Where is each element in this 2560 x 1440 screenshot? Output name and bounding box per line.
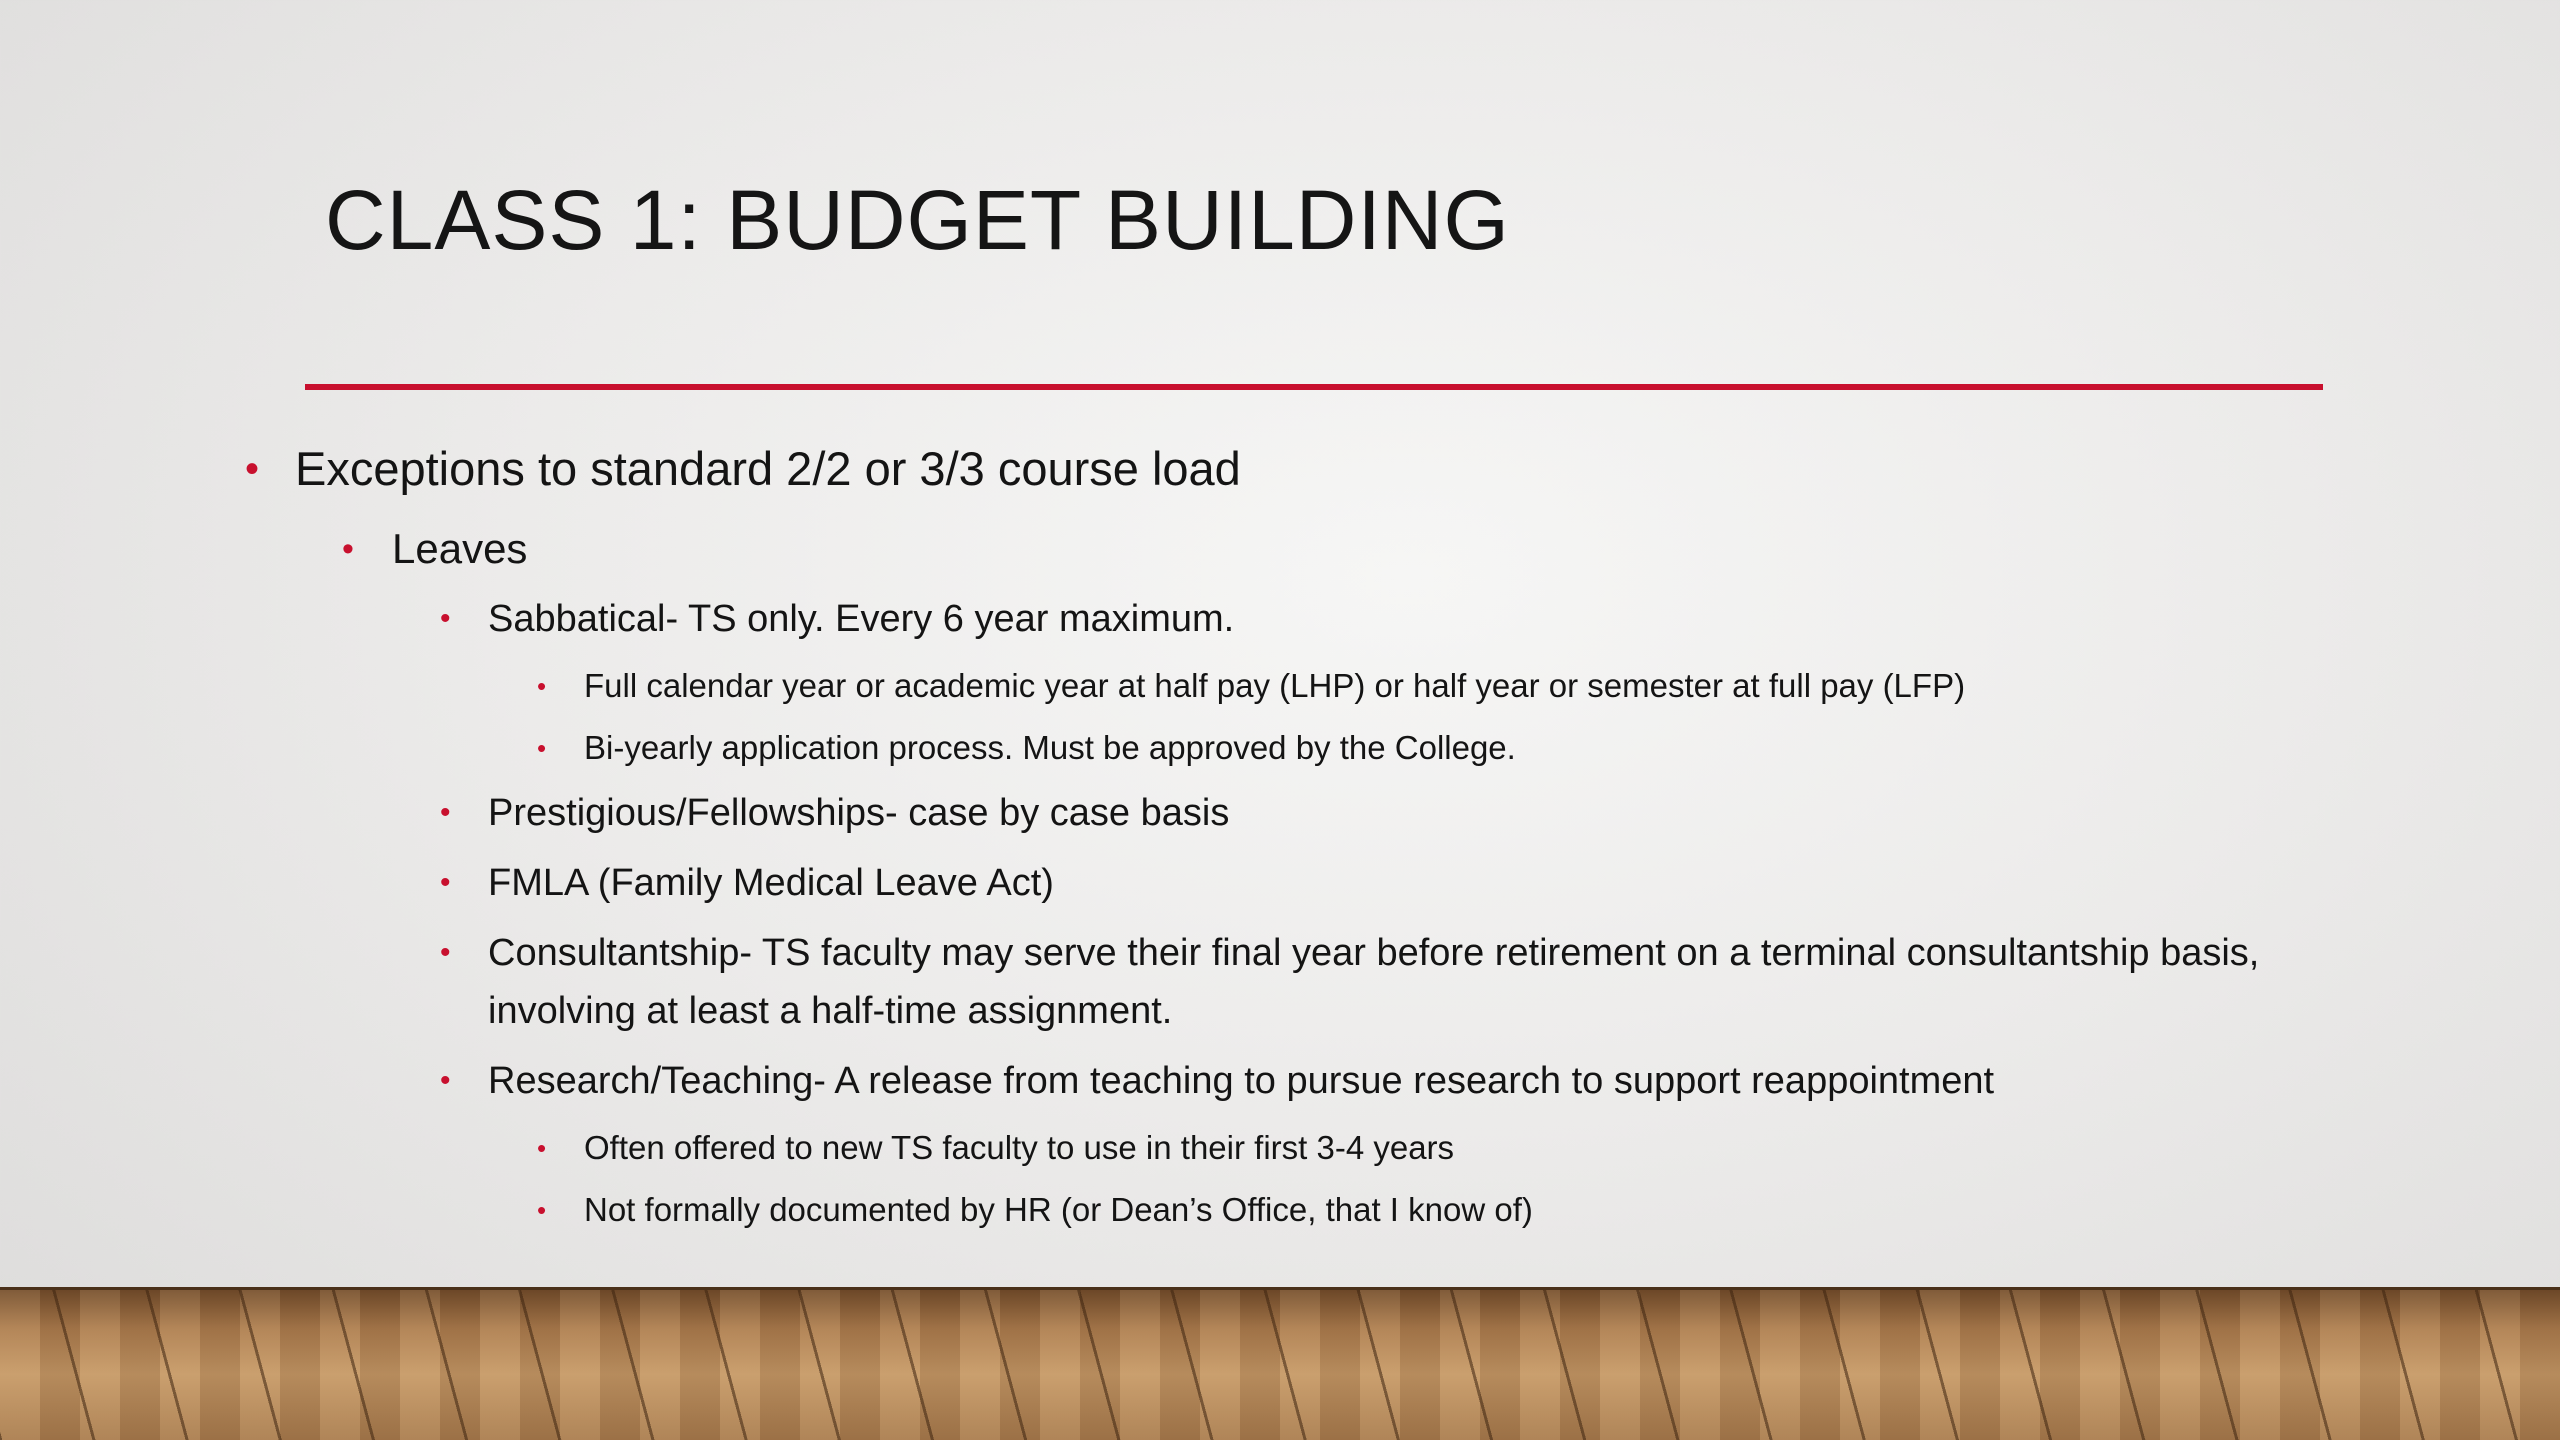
bullet-text: Often offered to new TS faculty to use in their first 3-4 years <box>584 1129 1455 1166</box>
bullet-text: Sabbatical- TS only. Every 6 year maximum. <box>488 598 1235 640</box>
bullet-item <box>245 722 2325 774</box>
bullet-item <box>245 660 2325 712</box>
bullet-list <box>245 432 2325 1246</box>
bullet-text: Exceptions to standard 2/2 or 3/3 course load <box>295 442 1241 495</box>
slide-title: CLASS 1: BUDGET BUILDING <box>325 173 1510 267</box>
bullet-text: Prestigious/Fellowships- case by case basis <box>488 792 1230 834</box>
bullet-item <box>245 924 2325 1040</box>
bullet-icon: • <box>440 866 451 899</box>
bullet-icon: • <box>537 1133 547 1163</box>
bullet-item <box>245 590 2325 648</box>
bullet-item <box>245 516 2325 582</box>
bullet-text: Consultantship- TS faculty may serve their final year before retirement on a terminal consultantship basis, involving at least a half-time assignment. <box>488 932 2260 1032</box>
bullet-text: Leaves <box>392 525 528 572</box>
bullet-item <box>245 1122 2325 1174</box>
bullet-text: Bi-yearly application process. Must be approved by the College. <box>584 729 1516 766</box>
bullet-item <box>245 1052 2325 1110</box>
title-divider <box>305 384 2323 390</box>
bullet-item <box>245 1184 2325 1236</box>
bullet-text: Full calendar year or academic year at half pay (LHP) or half year or semester at full pay (LFP) <box>584 667 1966 704</box>
bullet-item <box>245 432 2325 506</box>
wood-floor-background <box>0 1287 2560 1440</box>
bullet-text: Not formally documented by HR (or Dean’s Office, that I know of) <box>584 1191 1533 1228</box>
bullet-icon: • <box>537 671 547 701</box>
bullet-icon: • <box>342 530 354 568</box>
bullet-icon: • <box>537 1195 547 1225</box>
bullet-icon: • <box>440 796 451 829</box>
bullet-item <box>245 784 2325 842</box>
bullet-text: Research/Teaching- A release from teaching to pursue research to support reappointment <box>488 1060 1995 1102</box>
bullet-text: FMLA (Family Medical Leave Act) <box>488 862 1054 904</box>
bullet-icon: • <box>440 936 451 969</box>
bullet-icon: • <box>245 447 260 491</box>
bullet-icon: • <box>440 1064 451 1097</box>
bullet-icon: • <box>440 602 451 635</box>
bullet-item <box>245 854 2325 912</box>
bullet-icon: • <box>537 733 547 763</box>
